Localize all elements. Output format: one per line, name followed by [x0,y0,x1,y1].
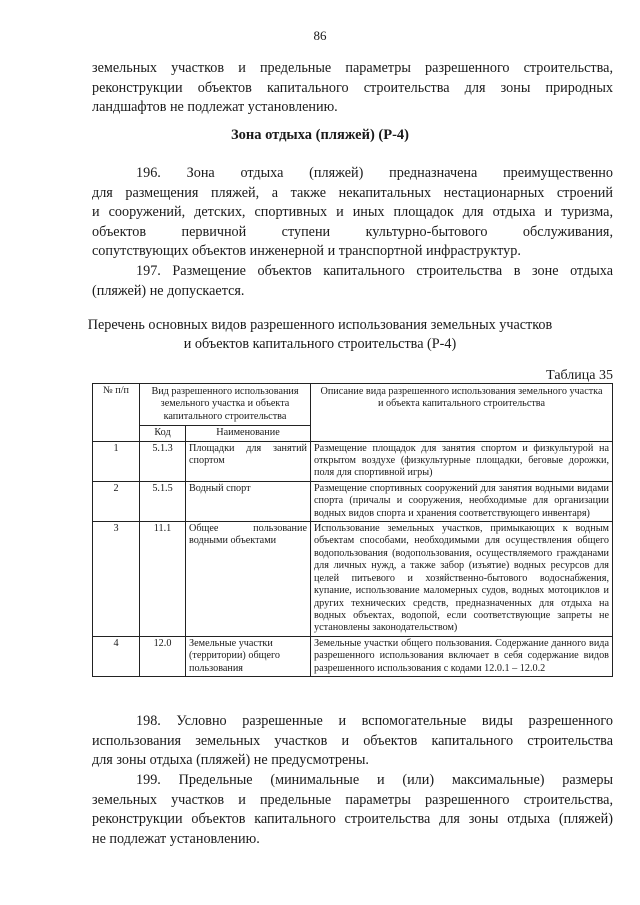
cell-desc: Использование земельных участков, примыкающих к водным объектам способами, необходимыми для осуществления общего водопользования (водопользования, осуществляемого гражданами для личных нужд, а также забор (изъятие) водных ресурсов для целей питьевого и хозяйственно-бытового водоснабжения, купание, использование маломерных судов, водных мотоциклов и других технических средств, предназначенных для отдыха на водных объектах, водопой, если соответствующие запреты не установлены законодательством) [311,522,613,637]
table-header-row [93,384,613,426]
cell-name: Общее пользование водными объектами [186,522,311,637]
text-line: для зоны отдыха (пляжей) не предусмотрены. [92,752,369,768]
text-line: 199. Предельные (минимальные и (или) максимальные) размеры [136,772,613,788]
paragraph-199 [92,771,613,849]
text-line: реконструкции объектов капитального строительства для зоны отдыха (пляжей) [92,811,613,827]
permitted-uses-table [92,383,613,677]
table-row [93,481,613,521]
cell-code: 5.1.5 [140,481,186,521]
cell-desc: Размещение спортивных сооружений для занятия водными видами спорта (причалы и сооружения, необходимые для организации водных видов спорта и хранения соответствующего инвентаря) [311,481,613,521]
header-name: Наименование [186,426,311,441]
text-line: и сооружений, детских, спортивных и иных площадок для отдыха и туризма, [92,204,613,220]
cell-num: 1 [93,441,140,481]
header-code: Код [140,426,186,441]
cell-name: Площадки для занятий спортом [186,441,311,481]
text-line: реконструкции объектов капитального строительства для зоны природных [92,79,613,96]
text-line: земельных участков и предельные параметры разрешенного строительства, [92,791,613,808]
text-line: использования земельных участков и объектов капитального строительства [92,732,613,749]
table-row [93,636,613,676]
cell-desc: Земельные участки общего пользования. Содержание данного вида разрешенного использования включает в себя содержание видов разрешенного использования с кодами 12.0.1 – 12.0.2 [311,636,613,676]
text-line: 197. Размещение объектов капитального строительства в зоне отдыха [136,263,613,279]
cell-code: 11.1 [140,522,186,637]
text-line: не подлежат установлению. [92,830,260,847]
cell-num: 2 [93,481,140,521]
paragraph-197 [92,262,613,301]
text-line: объектов первичной ступени культурно-бытового обслуживания, [92,223,613,240]
section-heading: Зона отдыха (пляжей) (Р-4) [230,127,410,143]
caption-line: и объектов капитального строительства (Р-4) [183,336,457,352]
text-line: ландшафтов не подлежат установлению. [92,99,338,115]
text-line: сопутствующих объектов инженерной и транспортной инфраструктур. [92,243,521,259]
text-line: 196. Зона отдыха (пляжей) предназначена преимущественно [136,165,613,181]
text-line: земельных участков и предельные параметры разрешенного строительства, [92,60,613,76]
cell-code: 12.0 [140,636,186,676]
table-row [93,522,613,637]
table-label: Таблица 35 [546,368,613,383]
paragraph-196 [92,164,613,262]
cell-name: Водный спорт [186,481,311,521]
cell-name: Земельные участки (территории) общего пользования [186,636,311,676]
table-row [93,441,613,481]
paragraph-198 [92,712,613,771]
cell-num: 4 [93,636,140,676]
table-caption [0,316,640,354]
caption-line: Перечень основных видов разрешенного использования земельных участков [87,317,553,333]
text-line: 198. Условно разрешенные и вспомогательные виды разрешенного [136,713,613,729]
intro-paragraph [92,59,613,118]
header-num: № п/п [93,384,140,442]
cell-desc: Размещение площадок для занятия спортом и физкультурой на открытом воздухе (физкультурные площадки, беговые дорожки, поля для спортивной игры) [311,441,613,481]
cell-num: 3 [93,522,140,637]
text-line: для размещения пляжей, а также некапитальных нестационарных строений [92,184,613,201]
header-desc: Описание вида разрешенного использования земельного участка и объекта капитального строительства [311,384,613,442]
cell-code: 5.1.3 [140,441,186,481]
text-line: (пляжей) не допускается. [92,282,245,299]
page-number: 86 [313,28,327,43]
header-vid: Вид разрешенного использования земельного участка и объекта капитального строительства [140,384,311,426]
